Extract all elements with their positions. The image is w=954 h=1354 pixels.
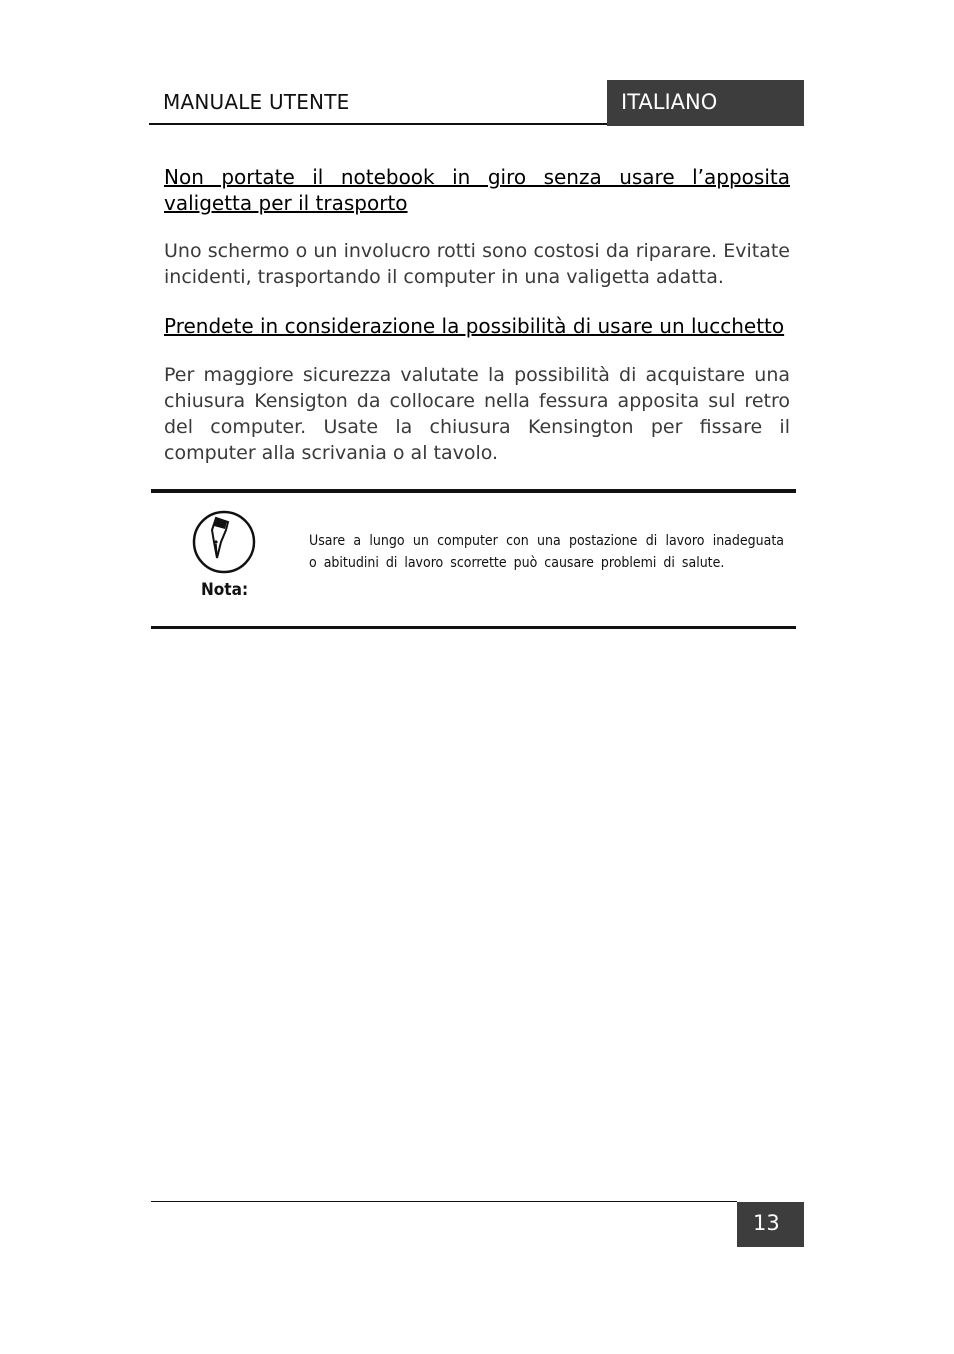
pen-nib-icon — [190, 508, 258, 576]
language-label: ITALIANO — [621, 90, 718, 114]
page-number: 13 — [753, 1211, 780, 1235]
note-top-rule — [151, 489, 796, 493]
footer-rule — [151, 1201, 737, 1202]
section-body-lock: Per maggiore sicurezza valutate la possibilità di acquistare una chiusura Kensigton da collocare nella fessura apposita sul retro del computer. Usate la chiusura Kensington per fissare il computer alla scrivania o al tavolo. — [164, 364, 790, 464]
page-number-badge — [737, 1202, 804, 1247]
section-body-carry-case: Uno schermo o un involucro rotti sono costosi da riparare. Evitate incidenti, trasportando il computer in una valigetta adatta. — [164, 240, 790, 288]
header-title: MANUALE UTENTE — [163, 90, 350, 114]
note-label: Nota: — [201, 580, 249, 600]
section-heading-carry-case: Non portate il notebook in giro senza usare l’apposita valigetta per il trasporto — [164, 165, 790, 215]
header-rule — [149, 123, 607, 125]
language-badge — [607, 80, 804, 126]
note-text: Usare a lungo un computer con una postazione di lavoro inadeguata o abitudini di lavoro scorrette può causare problemi di salute. — [309, 533, 784, 571]
note-bottom-rule — [151, 626, 796, 629]
section-heading-lock: Prendete in considerazione la possibilità di usare un lucchetto — [164, 314, 785, 338]
